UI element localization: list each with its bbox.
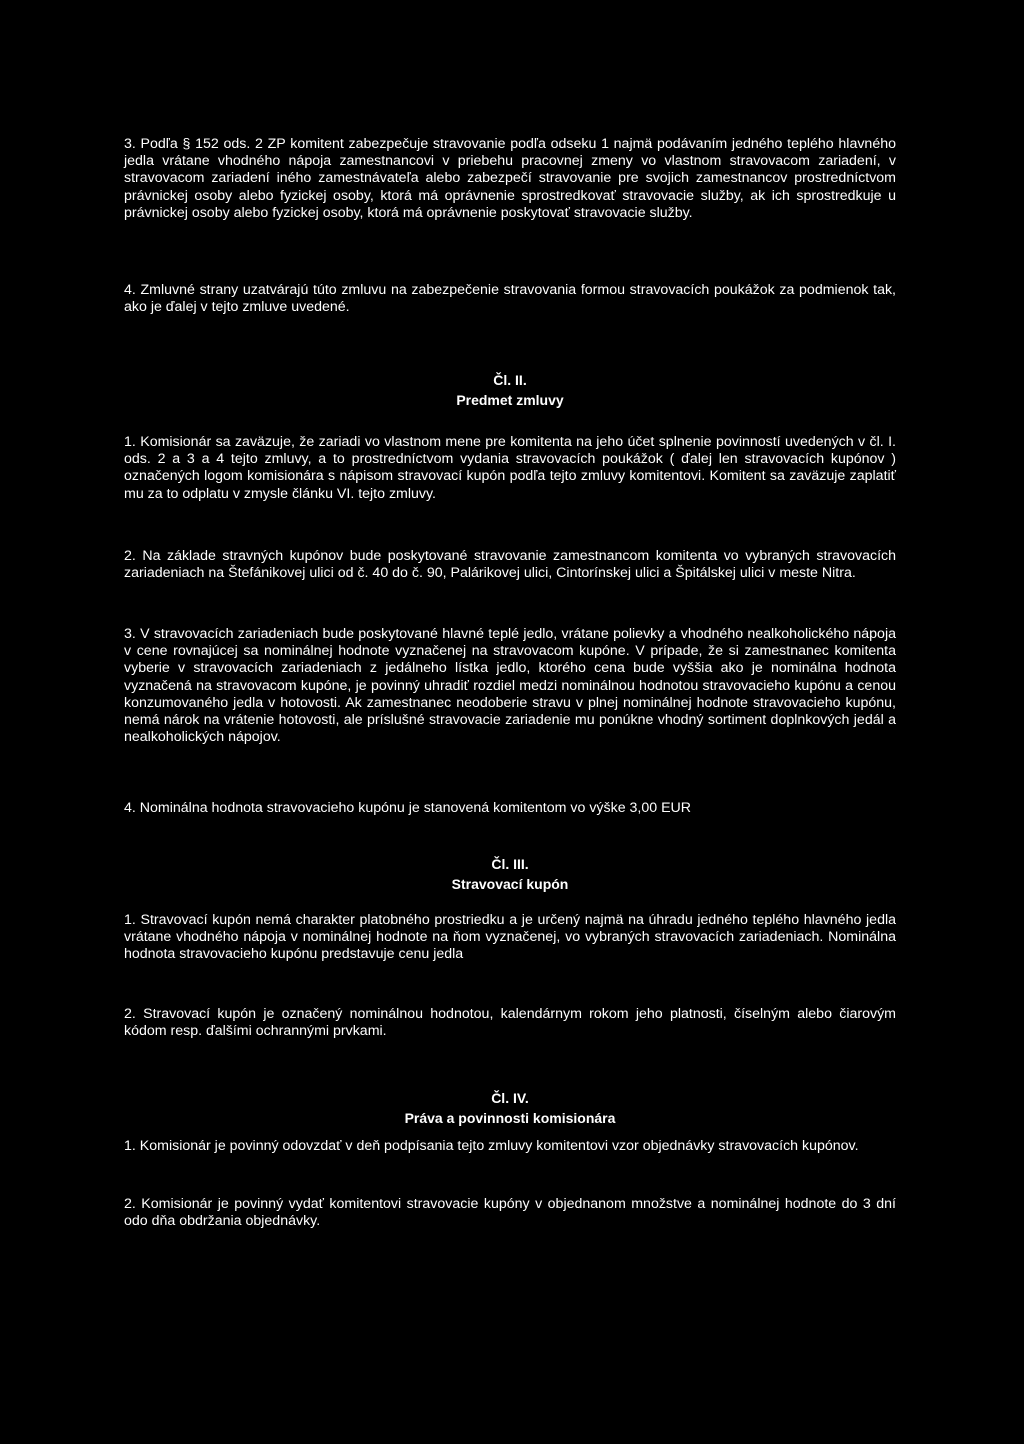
article-2-heading <box>124 370 896 410</box>
article-3-paragraph-2: 2. Stravovací kupón je označený nominálnou hodnotou, kalendárnym rokom jeho platnosti, číselným alebo čiarovým kódom resp. ďalšími ochrannými prvkami. <box>124 1006 896 1040</box>
article-2-paragraph-2: 2. Na základe stravných kupónov bude poskytované stravovanie zamestnancom komitenta vo vybraných stravovacích zariadeniach na Štefánikovej ulici od č. 40 do č. 90, Palárikovej ulici, Cintorínskej ulici a Špitálskej ulici v meste Nitra. <box>124 548 896 582</box>
article-4-number: Čl. IV. <box>491 1090 529 1106</box>
article-2-number: Čl. II. <box>493 372 527 388</box>
article-4-paragraph-1: 1. Komisionár je povinný odovzdať v deň podpísania tejto zmluvy komitentovi vzor objednávky stravovacích kupónov. <box>124 1138 859 1154</box>
article-3-number: Čl. III. <box>491 856 529 872</box>
article-3-title: Stravovací kupón <box>451 876 569 892</box>
paragraph-intro-4: 4. Zmluvné strany uzatvárajú túto zmluvu na zabezpečenie stravovania formou stravovacích poukážok za podmienok tak, ako je ďalej v tejto zmluve uvedené. <box>124 282 896 316</box>
paragraph-intro-3: 3. Podľa § 152 ods. 2 ZP komitent zabezpečuje stravovanie podľa odseku 1 najmä podávaním jedného teplého hlavného jedla vrátane vhodného nápoja zamestnancovi v priebehu pracovnej zmeny vo vlastnom stravovacom zariadení, v stravovacom zariadení iného zamestnávateľa alebo zabezpečí stravovanie pre svojich zamestnancov prostredníctvom právnickej osoby alebo fyzickej osoby, ktorá má oprávnenie sprostredkovať stravovacie služby, ak ich sprostredkuje u právnickej osoby alebo fyzickej osoby, ktorá má oprávnenie poskytovať stravovacie služby. <box>124 136 896 221</box>
article-2-paragraph-3: 3. V stravovacích zariadeniach bude poskytované hlavné teplé jedlo, vrátane polievky a vhodného nealkoholického nápoja v cene rovnajúcej sa nominálnej hodnote vyznačenej na stravovacom kupóne. V prípade, že si zamestnanec komitenta vyberie v stravovacích zariadeniach z jedálneho lístka jedlo, ktorého cena bude vyššia ako je nominálna hodnota vyznačená na stravovacom kupóne, je povinný uhradiť rozdiel medzi nominálnou hodnotou stravovacieho kupónu a cenou konzumovaného jedla v hotovosti. Ak zamestnanec neodoberie stravu v plnej nominálnej hodnote stravovacieho kupónu, nemá nárok na vrátenie hotovosti, ale príslušné stravovacie zariadenie mu ponúkne vhodný sortiment doplnkových jedál a nealkoholických nápojov. <box>124 626 896 746</box>
article-2-title: Predmet zmluvy <box>456 392 564 408</box>
article-4-paragraph-2: 2. Komisionár je povinný vydať komitentovi stravovacie kupóny v objednanom množstve a nominálnej hodnote do 3 dní odo dňa obdržania objednávky. <box>124 1196 896 1230</box>
article-4-title: Práva a povinnosti komisionára <box>404 1110 616 1126</box>
article-3-paragraph-1: 1. Stravovací kupón nemá charakter platobného prostriedku a je určený najmä na úhradu jedného teplého hlavného jedla vrátane vhodného nápoja v nominálnej hodnote na ňom vyznačenej, vo vybraných stravovacích zariadeniach. Nominálna hodnota stravovacieho kupónu predstavuje cenu jedla <box>124 912 896 963</box>
article-2-paragraph-1: 1. Komisionár sa zaväzuje, že zariadi vo vlastnom mene pre komitenta na jeho účet splnenie povinností uvedených v čl. I. ods. 2 a 3 a 4 tejto zmluvy, a to prostredníctvom vydania stravovacích poukážok ( ďalej len stravovacích kupónov ) označených logom komisionára s nápisom stravovací kupón podľa tejto zmluvy komitentovi. Komitent sa zaväzuje zaplatiť mu za to odplatu v zmysle článku VI. tejto zmluvy. <box>124 434 896 502</box>
article-2-paragraph-4: 4. Nominálna hodnota stravovacieho kupónu je stanovená komitentom vo výške 3,00 EUR <box>124 800 692 816</box>
article-4-heading <box>124 1088 896 1128</box>
article-3-heading <box>124 854 896 894</box>
